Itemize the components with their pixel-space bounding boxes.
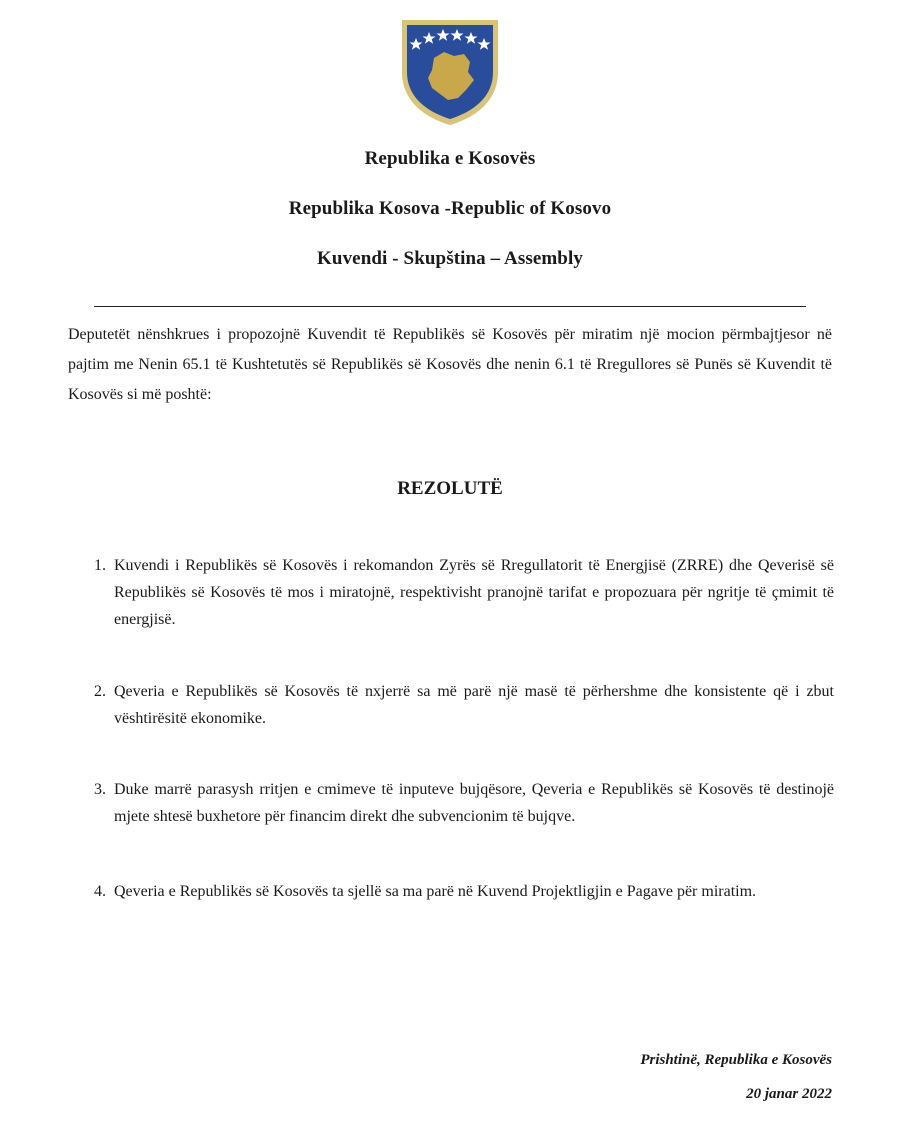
item-number: 2.	[94, 683, 106, 700]
header-republic-serbian-english: Republika Kosova -Republic of Kosovo	[288, 198, 612, 219]
item-text: Qeveria e Republikës së Kosovës të nxjerrë sa më parë një masë të përhershme dhe konsistente që i zbut vështirësitë ekonomike.	[114, 683, 834, 727]
intro-paragraph: Deputetët nënshkrues i propozojnë Kuvendit të Republikës së Kosovës për miratim një mocion përmbajtjesor në pajtim me Nenin 65.1 të Kushtetutës së Republikës së Kosovës dhe nenin 6.1 të Rregullores së Punës së Kuvendit të Kosovës si më poshtë:	[68, 326, 832, 403]
resolution-item	[94, 878, 834, 905]
resolution-item	[94, 776, 834, 830]
item-text: Qeveria e Republikës së Kosovës ta sjellë sa ma parë në Kuvend Projektligjin e Pagave për miratim.	[114, 883, 757, 900]
item-number: 3.	[94, 781, 106, 798]
header-divider	[94, 306, 806, 307]
signature-date: 20 janar 2022	[746, 1086, 832, 1102]
item-number: 1.	[94, 557, 106, 574]
document-title: REZOLUTË	[397, 478, 503, 499]
item-text: Duke marrë parasysh rritjen e cmimeve të inputeve bujqësore, Qeveria e Republikës së Kosovës të destinojë mjete shtesë buxhetore për financim direkt dhe subvencionim të bujqve.	[114, 781, 834, 825]
resolution-item	[94, 552, 834, 633]
item-number: 4.	[94, 883, 106, 900]
item-text: Kuvendi i Republikës së Kosovës i rekomandon Zyrës së Rregullatorit të Energjisë (ZRRE) dhe Qeverisë së Republikës së Kosovës të mos i miratojnë, respektivisht pranojnë tarifat e propozuara për ngritje të çmimit të energjisë.	[114, 557, 834, 628]
signature-place: Prishtinë, Republika e Kosovës	[640, 1052, 832, 1068]
kosovo-coat-of-arms-icon	[396, 14, 504, 128]
header-assembly: Kuvendi - Skupština – Assembly	[317, 248, 583, 269]
header-republic-albanian: Republika e Kosovës	[364, 148, 536, 169]
resolution-item	[94, 678, 834, 732]
